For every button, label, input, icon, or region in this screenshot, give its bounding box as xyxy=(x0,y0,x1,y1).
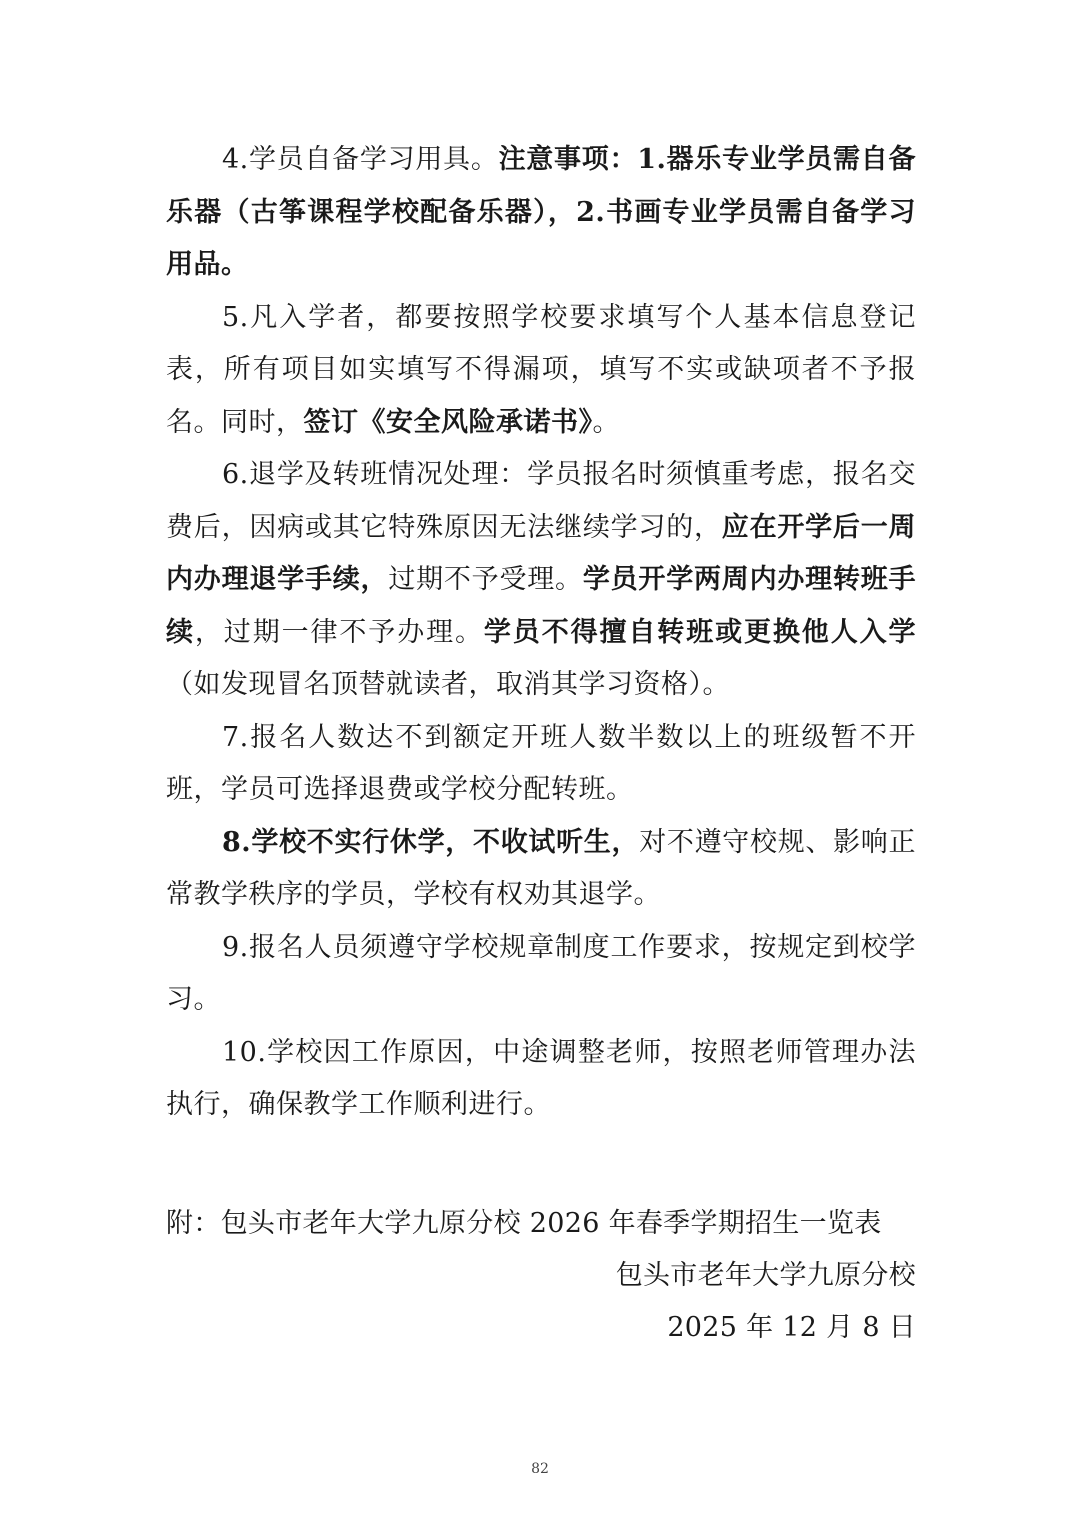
notice-items xyxy=(166,134,916,1132)
signature-org: 包头市老年大学九原分校 xyxy=(615,1259,916,1291)
notice-item xyxy=(166,449,916,712)
emphasis-text: 签订《安全风险承诺书》 xyxy=(303,406,593,438)
notice-item xyxy=(166,134,916,292)
document-body xyxy=(166,134,916,1354)
body-text: 10.学校因工作原因，中途调整老师，按照老师管理办法执行，确保教学工作顺利进行。 xyxy=(166,1036,916,1120)
body-text: 6.退学及转班情况处理：学员报名时须慎重考虑，报名交费后，因病或其它特殊原因无法继续学习的， xyxy=(166,459,916,543)
emphasis-text: 学员开学两周内办理转班手续 xyxy=(166,564,917,648)
emphasis-text: 学员不得擅自转班或更换他人入学 xyxy=(483,616,917,648)
emphasis-text: 应在开学后一周内办理退学手续， xyxy=(166,511,917,595)
body-text: 对不遵守校规、影响正常教学秩序的学员，学校有权劝其退学。 xyxy=(166,826,917,910)
body-text: （如发现冒名顶替就读者，取消其学习资格）。 xyxy=(166,669,730,700)
body-text: 4.学员自备学习用具。 xyxy=(222,144,499,175)
page-number: 82 xyxy=(531,1461,549,1477)
notice-item xyxy=(166,292,916,450)
attachment-line: 附：包头市老年大学九原分校 2026 年春季学期招生一览表 xyxy=(166,1207,882,1239)
emphasis-text: 注意事项：1.器乐专业学员需自备乐器（古筝课程学校配备乐器），2.书画专业学员需自备学习用品。 xyxy=(166,144,916,280)
notice-item xyxy=(166,922,916,1027)
body-text: 5.凡入学者，都要按照学校要求填写个人基本信息登记表，所有项目如实填写不得漏项，填写不实或缺项者不予报名。同时， xyxy=(166,301,916,438)
signature-date: 2025 年 12 月 8 日 xyxy=(667,1311,916,1343)
notice-item xyxy=(166,817,916,922)
body-text: 。 xyxy=(592,406,620,438)
notice-item xyxy=(166,1027,916,1132)
body-text: 9.报名人员须遵守学校规章制度工作要求，按规定到校学习。 xyxy=(166,931,916,1015)
body-text: ，过期一律不予办理。 xyxy=(194,616,484,648)
body-text: 7.报名人数达不到额定开班人数半数以上的班级暂不开班，学员可选择退费或学校分配转班。 xyxy=(166,721,916,805)
body-text: 过期不予受理。 xyxy=(388,564,583,595)
emphasis-text: 8.学校不实行休学，不收试听生， xyxy=(222,826,640,858)
notice-item xyxy=(166,712,916,817)
